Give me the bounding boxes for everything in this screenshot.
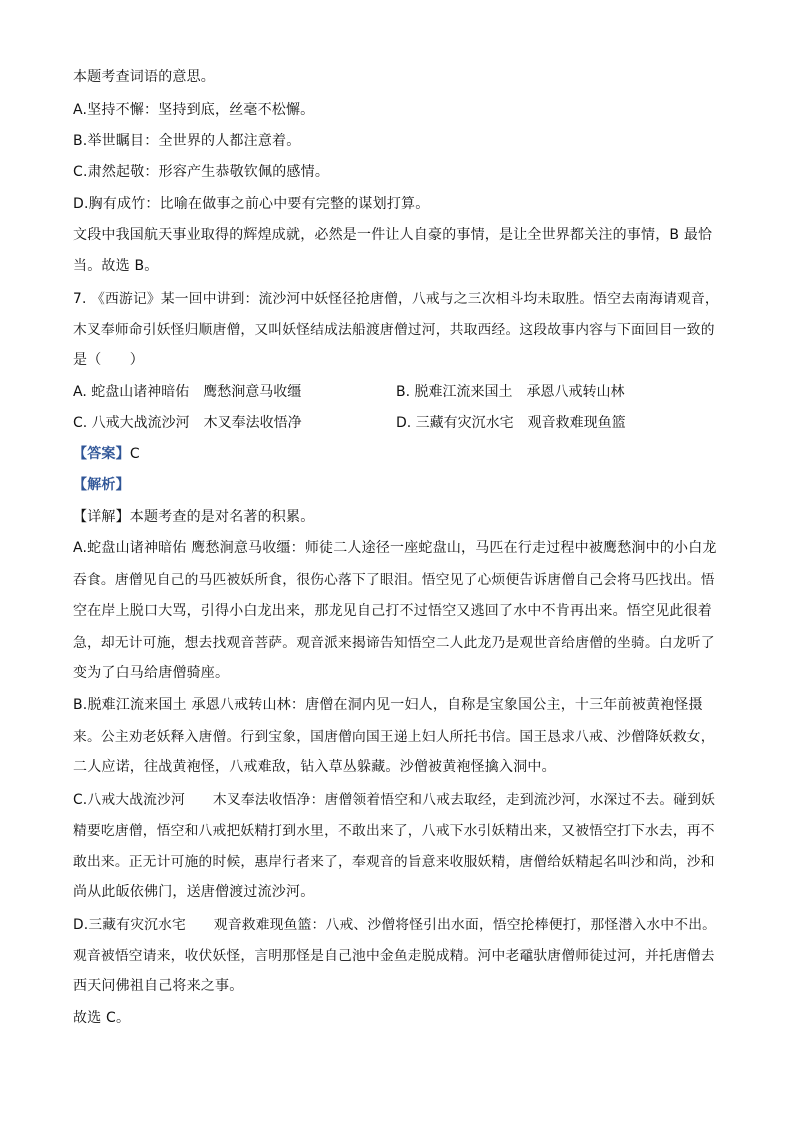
detail-line: 来。公主劝老妖释入唐僧。行到宝象，国唐僧向国王递上妇人所托书信。国王恳求八戒、沙僧降妖救女， <box>73 729 715 745</box>
question-7-stem: 是（ ） <box>73 352 144 368</box>
analysis-line <box>73 474 130 494</box>
detail-line: 急，却无计可施，想去找观音菩萨。观音派来揭谛告知悟空二人此龙乃是观世音给唐僧的坐骑。白龙听了 <box>73 635 715 651</box>
detail-line: 空在岸上脱口大骂，引得小白龙出来，那龙见自己打不过悟空又逃回了水中不肯再出来。悟空见此很着 <box>73 603 712 619</box>
detail-line: C.八戒大战流沙河 木叉奉法收悟净：唐僧领着悟空和八戒去取经，走到流沙河，水深过不去。碰到妖 <box>73 792 716 808</box>
detail-line: 二人应诺，往战黄袍怪，八戒难敌，钻入草丛躲藏。沙僧被黄袍怪擒入洞中。 <box>73 759 556 775</box>
detail-line: 【详解】本题考查的是对名著的积累。 <box>73 509 315 525</box>
detail-line: 尚从此皈依佛门，送唐僧渡过流沙河。 <box>73 884 315 900</box>
answer-value: C <box>129 446 140 462</box>
detail-line: 精要吃唐僧，悟空和八戒把妖精打到水里，不敢出来了，八戒下水引妖精出来，又被悟空打下水去，再不 <box>73 823 715 839</box>
choice-c: C. 八戒大战流沙河 木叉奉法收悟净 <box>73 415 302 431</box>
detail-line: D.三藏有灾沉水宅 观音救难现鱼篮：八戒、沙僧将怪引出水面，悟空抡棒便打，那怪潜入水中不出。 <box>73 917 717 933</box>
detail-line: 观音被悟空请来，收伏妖怪，言明那怪是自己池中金鱼走脱成精。河中老黿驮唐僧师徒过河，并托唐僧去 <box>73 948 715 964</box>
option-explanation-c: C.肃然起敬：形容产生恭敬钦佩的感情。 <box>73 164 330 180</box>
text-line: 本题考查词语的意思。 <box>73 69 215 85</box>
detail-line: 西天问佛祖自己将来之事。 <box>73 978 244 994</box>
text-line: 文段中我国航天事业取得的辉煌成就，必然是一件让人自豪的事情，是让全世界都关注的事情，B 最恰 <box>73 227 713 243</box>
option-explanation-d: D.胸有成竹：比喻在做事之前心中要有完整的谋划打算。 <box>73 196 430 212</box>
text-line: 当。故选 B。 <box>73 258 159 274</box>
analysis-label: 【解析】 <box>73 477 130 493</box>
choice-d: D. 三藏有灾沉水宅 观音救难现鱼篮 <box>396 415 626 431</box>
choice-a: A. 蛇盘山诸神暗佑 鹰愁涧意马收缰 <box>73 384 302 400</box>
option-explanation-a: A.坚持不懈：坚持到底，丝毫不松懈。 <box>73 102 315 118</box>
detail-line: B.脱难江流来国土 承恩八戒转山林：唐僧在洞内见一妇人，自称是宝象国公主，十三年前被黄袍怪摄 <box>73 697 703 713</box>
detail-line: 吞食。唐僧见自己的马匹被妖所食，很伤心落下了眼泪。悟空见了心烦便告诉唐僧自己会将马匹找出。悟 <box>73 572 715 588</box>
answer-label: 【答案】 <box>73 446 130 462</box>
detail-line: 故选 C。 <box>73 1010 131 1026</box>
option-explanation-b: B.举世瞩目：全世界的人都注意着。 <box>73 133 301 149</box>
detail-line: 变为了白马给唐僧骑座。 <box>73 665 230 681</box>
detail-line: A.蛇盘山诸神暗佑 鹰愁涧意马收缰：师徒二人途径一座蛇盘山，马匹在行走过程中被鹰愁涧中的小白龙 <box>73 540 717 556</box>
detail-line: 敢出来。正无计可施的时候，惠岸行者来了，奉观音的旨意来收服妖精，唐僧给妖精起名叫沙和尚，沙和 <box>73 854 715 870</box>
question-7-stem: 木叉奉师命引妖怪归顺唐僧，又叫妖怪结成法船渡唐僧过河，共取西经。这段故事内容与下面回目一致的 <box>73 322 715 338</box>
question-7-stem: 7. 《西游记》某一回中讲到：流沙河中妖怪径抢唐僧，八戒与之三次相斗均未取胜。悟空去南海请观音， <box>73 291 719 307</box>
answer-line <box>73 443 140 463</box>
choice-b: B. 脱难江流来国土 承恩八戒转山林 <box>396 384 625 400</box>
